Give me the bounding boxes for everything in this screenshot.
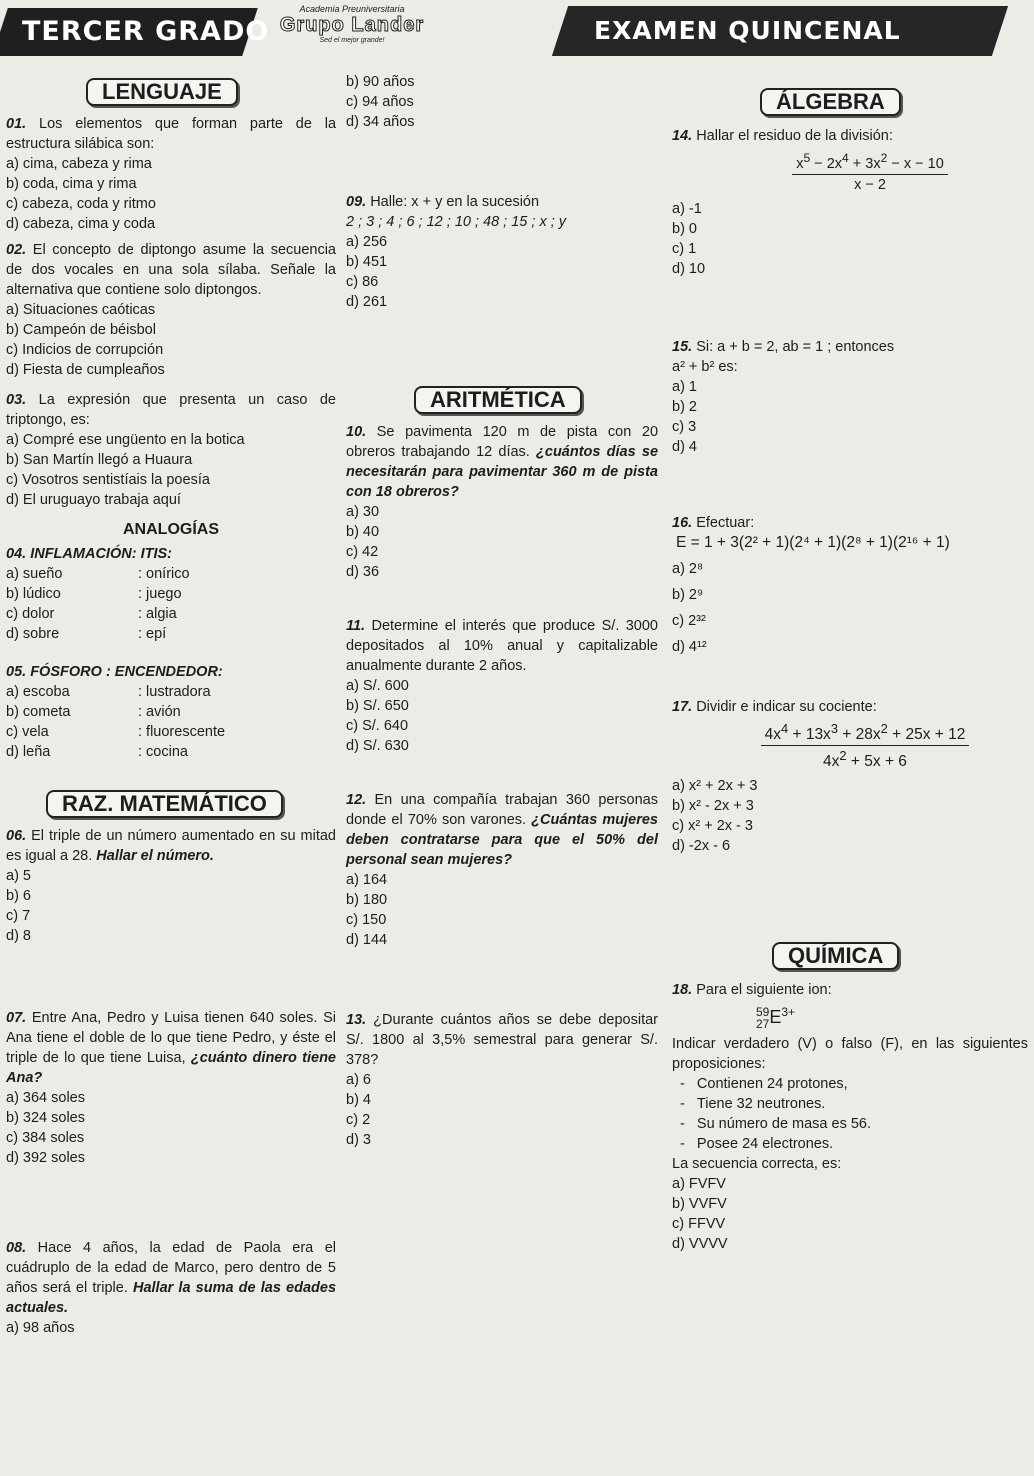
question-11: 11. Determine el interés que produce S/. 3000 depositados al 10% anual y capitalizable anualmente durante 2 años. — [346, 618, 658, 674]
q17-division-expression: $\frac{4x^4 + 13x^3 + 28x^2 + 25x + 12}{4x^2 + 5x + 6}$ — [702, 719, 1028, 772]
q7-option-b: b) 324 soles — [6, 1110, 85, 1126]
q18-prop-1: - Contienen 24 protones, — [680, 1076, 848, 1093]
q15-option-a: a) 1 — [672, 378, 697, 395]
q18-prop-4: - Posee 24 electrones. — [680, 1136, 834, 1153]
section-lenguaje: LENGUAJE — [86, 78, 238, 106]
q14-option-a: a) -1 — [672, 200, 702, 217]
analogias-title: ANALOGÍAS — [123, 521, 219, 538]
q18-prop-3: - Su número de masa es 56. — [680, 1116, 872, 1133]
q5-option-b: b) cometa : avión — [6, 704, 181, 720]
question-16: 16. Efectuar: — [672, 514, 755, 531]
question-4: 04. INFLAMACIÓN: ITIS: — [6, 546, 172, 562]
q11-option-b: b) S/. 650 — [346, 698, 409, 714]
q11-option-d: d) S/. 630 — [346, 738, 409, 754]
question-12: 12. En una compañía trabajan 360 personas donde el 70% son varones. ¿Cuántas mujeres deben contratarse para que el 50% del personal sean mujeres? — [346, 792, 658, 868]
q4-option-b: b) lúdico : juego — [6, 586, 182, 602]
q17-option-d: d) -2x - 6 — [672, 838, 731, 855]
q5-option-c: c) vela : fluorescente — [6, 724, 226, 740]
q6-option-d: d) 8 — [6, 928, 31, 944]
q16-option-d: d) 4¹² — [672, 638, 707, 655]
question-10: 10. Se pavimenta 120 m de pista con 20 obreros trabajando 12 días. ¿cuántos días se necesitarán para pavimentar 360 m de pista con 18 obreros? — [346, 424, 659, 500]
question-2: 02. El concepto de diptongo asume la secuencia de dos vocales en una sola sílaba. Señale la alternativa que contiene solo diptongos. — [6, 242, 337, 298]
question-8: 08. Hace 4 años, la edad de Paola era el cuádruplo de la edad de Marco, pero dentro de 5 años será el triple. Hallar la suma de las edades actuales. — [6, 1240, 337, 1316]
q2-option-a: a) Situaciones caóticas — [6, 302, 156, 318]
section-raz-matematico: RAZ. MATEMÁTICO — [46, 790, 283, 818]
q12-option-c: c) 150 — [346, 912, 387, 928]
q6-option-c: c) 7 — [6, 908, 31, 924]
question-7: 07. Entre Ana, Pedro y Luisa tienen 640 soles. Si Ana tiene el doble de lo que tiene Pedro, y éste el triple de lo que tiene Luisa, ¿cuánto dinero tiene Ana? — [6, 1010, 337, 1086]
academy-name: Academia Preuniversitaria — [299, 4, 405, 14]
q14-division-expression: $\frac{x^5 - 2x^4 + 3x^2 - x - 10}{x - 2}$ — [712, 148, 1028, 195]
q6-option-a: a) 5 — [6, 868, 31, 884]
q1-option-b: b) coda, cima y rima — [6, 176, 137, 192]
q1-option-a: a) cima, cabeza y rima — [6, 156, 152, 172]
page-header — [0, 0, 1034, 64]
grade-title: TERCER GRADO — [22, 16, 270, 47]
q15-option-d: d) 4 — [672, 438, 697, 455]
q16-expression: E = 1 + 3(2² + 1)(2⁴ + 1)(2⁸ + 1)(2¹⁶ + 1) — [676, 533, 950, 551]
q3-option-b: b) San Martín llegó a Huaura — [6, 452, 193, 468]
q14-option-b: b) 0 — [672, 220, 697, 237]
q10-option-a: a) 30 — [346, 504, 380, 520]
question-18: 18. Para el siguiente ion: — [672, 982, 832, 999]
q14-option-d: d) 10 — [672, 260, 706, 277]
q18-prop-2: - Tiene 32 neutrones. — [680, 1096, 826, 1113]
q15-option-b: b) 2 — [672, 398, 697, 415]
section-algebra: ÁLGEBRA — [760, 88, 901, 116]
question-17: 17. Dividir e indicar su cociente: — [672, 698, 877, 715]
q18-option-b: b) VVFV — [672, 1196, 727, 1213]
section-aritmetica: ARITMÉTICA — [414, 386, 582, 414]
q6-option-b: b) 6 — [6, 888, 31, 904]
q8-option-d: d) 34 años — [346, 114, 415, 130]
q18-option-a: a) FVFV — [672, 1176, 726, 1193]
question-15: 15. Si: a + b = 2, ab = 1 ; entonces — [672, 338, 895, 355]
q1-option-d: d) cabeza, cima y coda — [6, 216, 156, 232]
q12-option-d: d) 144 — [346, 932, 388, 948]
question-3: 03. La expresión que presenta un caso de triptongo, es: — [6, 392, 336, 428]
q17-option-c: c) x² + 2x - 3 — [672, 818, 753, 835]
q1-option-c: c) cabeza, coda y ritmo — [6, 196, 156, 212]
q8-option-c: c) 94 años — [346, 94, 414, 110]
q4-option-a: a) sueño : onírico — [6, 566, 190, 582]
q17-option-a: a) x² + 2x + 3 — [672, 778, 758, 795]
q11-option-a: a) S/. 600 — [346, 678, 409, 694]
question-6: 06. El triple de un número aumentado en su mitad es igual a 28. Hallar el número. — [6, 828, 336, 864]
q10-option-b: b) 40 — [346, 524, 380, 540]
q2-option-b: b) Campeón de béisbol — [6, 322, 156, 338]
q18-option-c: c) FFVV — [672, 1216, 726, 1233]
column-middle — [346, 72, 658, 1150]
q4-option-c: c) dolor : algia — [6, 606, 177, 622]
q7-option-d: d) 392 soles — [6, 1150, 85, 1166]
q8-option-a: a) 98 años — [6, 1320, 75, 1336]
question-13: 13. ¿Durante cuántos años se debe depositar S/. 1800 al 3,5% semestral para generar S/. 378? — [346, 1012, 658, 1068]
question-1: 01. Los elementos que forman parte de la estructura silábica son: — [6, 116, 337, 152]
question-9: 09. Halle: x + y en la sucesión — [346, 194, 540, 210]
column-left — [6, 72, 336, 1338]
academy-slogan: Sed el mejor grande! — [319, 37, 385, 44]
q16-option-c: c) 2³² — [672, 612, 706, 629]
q9-option-c: c) 86 — [346, 274, 379, 290]
q7-option-c: c) 384 soles — [6, 1130, 85, 1146]
q14-option-c: c) 1 — [672, 240, 697, 257]
q9-option-d: d) 261 — [346, 294, 388, 310]
q18-ion-notation: 59 $27E^{3+}$ — [756, 1005, 796, 1032]
column-right — [672, 72, 1028, 1254]
section-quimica: QUÍMICA — [772, 942, 899, 970]
q3-option-c: c) Vosotros sentistíais la poesía — [6, 472, 210, 488]
q3-option-a: a) Compré ese ungüento en la botica — [6, 432, 245, 448]
q18-instruction: Indicar verdadero (V) o falso (F), en las siguientes proposiciones: — [672, 1036, 1028, 1073]
q7-option-a: a) 364 soles — [6, 1090, 85, 1106]
q10-option-d: d) 36 — [346, 564, 380, 580]
q15-ask: a² + b² es: — [672, 358, 738, 375]
q4-option-d: d) sobre : epí — [6, 626, 167, 642]
q11-option-c: c) S/. 640 — [346, 718, 409, 734]
q16-option-b: b) 2⁹ — [672, 586, 704, 603]
q9-option-b: b) 451 — [346, 254, 388, 270]
q13-option-d: d) 3 — [346, 1132, 371, 1148]
q12-option-a: a) 164 — [346, 872, 388, 888]
q12-option-b: b) 180 — [346, 892, 388, 908]
q2-option-d: d) Fiesta de cumpleaños — [6, 362, 165, 378]
q17-option-b: b) x² - 2x + 3 — [672, 798, 754, 815]
q3-option-d: d) El uruguayo trabaja aquí — [6, 492, 181, 508]
q9-option-a: a) 256 — [346, 234, 388, 250]
q5-option-a: a) escoba : lustradora — [6, 684, 211, 700]
academy-logo — [262, 4, 442, 44]
exam-title: EXAMEN QUINCENAL — [594, 16, 901, 45]
group-name: Grupo Lander — [279, 14, 425, 36]
q18-option-d: d) VVVV — [672, 1236, 728, 1253]
q13-option-b: b) 4 — [346, 1092, 371, 1108]
question-5: 05. FÓSFORO : ENCENDEDOR: — [6, 664, 223, 680]
q18-ask: La secuencia correcta, es: — [672, 1156, 842, 1173]
question-14: 14. Hallar el residuo de la división: — [672, 128, 893, 144]
q13-option-c: c) 2 — [346, 1112, 371, 1128]
q10-option-c: c) 42 — [346, 544, 379, 560]
q15-option-c: c) 3 — [672, 418, 697, 435]
q13-option-a: a) 6 — [346, 1072, 371, 1088]
q9-sequence: 2 ; 3 ; 4 ; 6 ; 12 ; 10 ; 48 ; 15 ; x ; y — [346, 214, 567, 230]
q8-option-b: b) 90 años — [346, 74, 415, 90]
q16-option-a: a) 2⁸ — [672, 560, 704, 577]
q5-option-d: d) leña : cocina — [6, 744, 188, 760]
q2-option-c: c) Indicios de corrupción — [6, 342, 164, 358]
